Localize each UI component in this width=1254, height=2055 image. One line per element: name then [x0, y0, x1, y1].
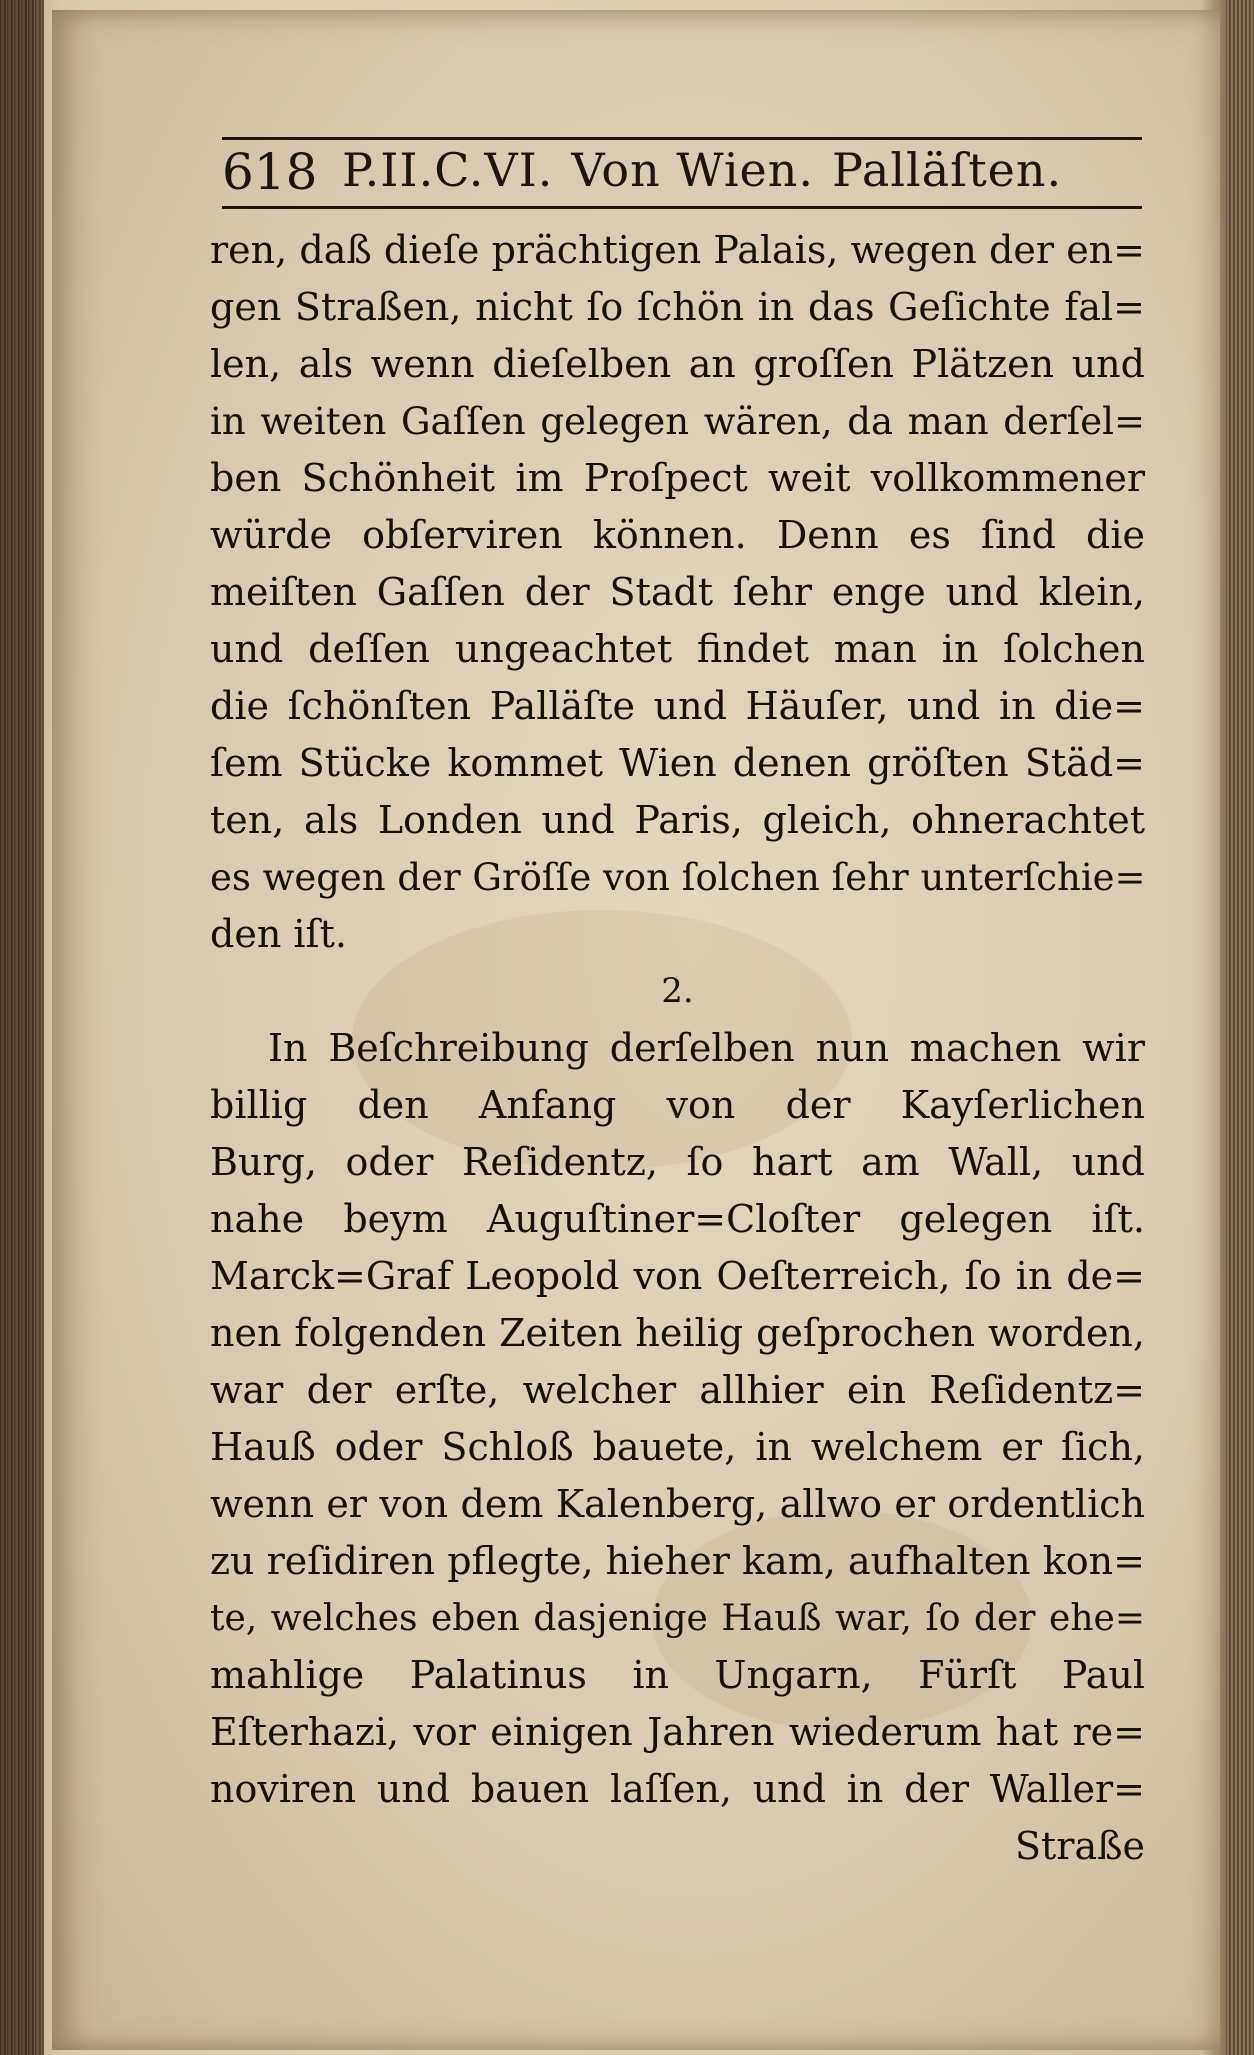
text-line: len, als wenn dieſelben an groſſen Plätzen und — [210, 342, 1145, 386]
text-line: war der erſte, welcher allhier ein Reſidentz= — [210, 1368, 1145, 1412]
text-line: wenn er von dem Kalenberg, allwo er ordentlich — [210, 1482, 1145, 1526]
text-line: Burg, oder Reſidentz, ſo hart am Wall, und — [210, 1140, 1145, 1184]
text-line: den iſt. — [210, 912, 347, 956]
page-text — [210, 222, 1145, 1875]
text-line: Marck=Graf Leopold von Oeſterreich, ſo in de= — [210, 1254, 1145, 1298]
text-line: es wegen der Gröſſe von ſolchen ſehr unterſchie= — [210, 856, 1146, 899]
page-number: 618 — [222, 143, 318, 201]
text-line: Hauß oder Schloß bauete, in welchem er ſich, — [210, 1425, 1145, 1469]
page-edges-left — [0, 0, 44, 2055]
text-line: billig den Anfang von der Kayſerlichen — [210, 1083, 1145, 1127]
catchword: Straße — [1015, 1824, 1145, 1868]
text-line: ren, daß dieſe prächtigen Palais, wegen der en= — [210, 228, 1145, 272]
text-line: ſem Stücke kommet Wien denen gröſten Städ= — [210, 741, 1145, 785]
text-line: mahlige Palatinus in Ungarn, Fürſt Paul — [210, 1653, 1145, 1697]
text-line: nahe beym Auguſtiner=Cloſter gelegen iſt. — [210, 1197, 1145, 1241]
running-header — [222, 133, 1142, 203]
text-line: und deſſen ungeachtet findet man in ſolchen — [210, 627, 1145, 671]
text-line: ten, als Londen und Paris, gleich, ohnerachtet — [210, 798, 1145, 842]
text-line: in weiten Gaſſen gelegen wären, da man derſel= — [210, 400, 1145, 443]
section-number: 2. — [661, 971, 694, 1011]
text-line: ben Schönheit im Proſpect weit vollkommener — [210, 456, 1145, 500]
text-line: die ſchönſten Palläſte und Häuſer, und in die= — [210, 684, 1145, 728]
text-line: te, welches eben dasjenige Hauß war, ſo der ehe= — [210, 1598, 1145, 1639]
text-line: zu reſidiren pflegte, hieher kam, aufhalten kon= — [210, 1539, 1145, 1583]
text-line: würde obſerviren können. Denn es ſind die — [210, 513, 1145, 557]
header-rule-bottom — [222, 206, 1142, 209]
page-edges-right — [1226, 0, 1254, 2055]
part-chapter: P.II.C.VI. — [342, 143, 554, 197]
text-line: Eſterhazi, vor einigen Jahren wiederum hat re= — [210, 1710, 1145, 1754]
title-city: Von Wien. — [571, 143, 815, 197]
text-line: meiſten Gaſſen der Stadt ſehr enge und klein, — [210, 570, 1145, 614]
text-line: nen folgenden Zeiten heilig geſprochen worden, — [210, 1311, 1145, 1355]
running-title — [342, 143, 1080, 197]
text-line: noviren und bauen laſſen, und in der Waller= — [210, 1767, 1145, 1811]
title-topic: Palläſten. — [832, 143, 1063, 197]
text-line: In Beſchreibung derſelben nun machen wir — [268, 1026, 1145, 1070]
text-line: gen Straßen, nicht ſo ſchön in das Geſichte fal= — [210, 285, 1145, 329]
